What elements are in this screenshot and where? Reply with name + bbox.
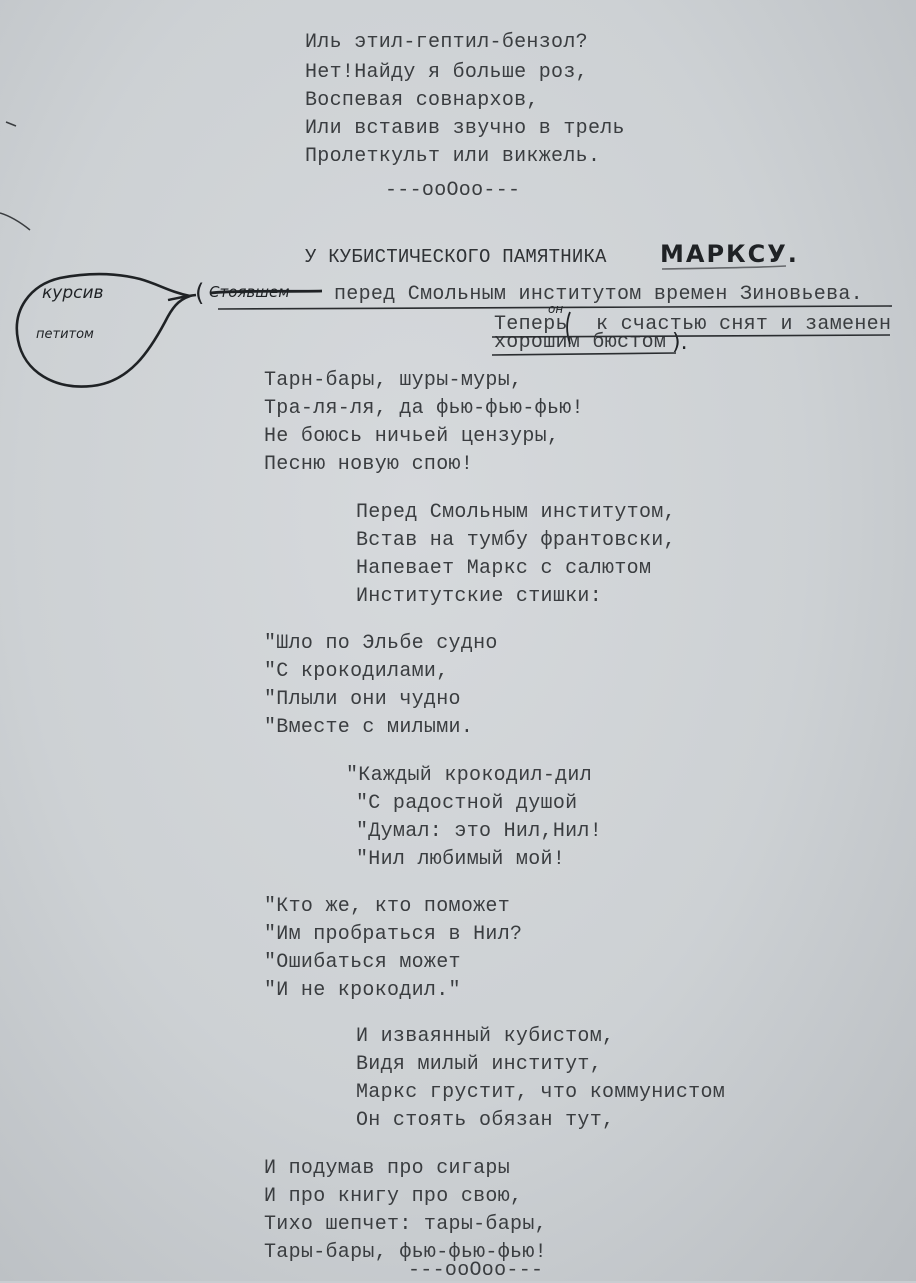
- verse-line: Институтские стишки:: [356, 585, 603, 608]
- underline-note-3: [492, 353, 676, 355]
- verse-line: "Нил любимый мой!: [356, 848, 566, 871]
- strike-through: [210, 291, 322, 293]
- separator: ---ооОоо---: [385, 179, 521, 202]
- verse-line: Не боюсь ничьей цензуры,: [264, 425, 560, 448]
- verse-line: "С крокодилами,: [264, 660, 449, 683]
- insertion-mark: [567, 312, 570, 344]
- verse-line: "Кто же, кто поможет: [264, 895, 511, 918]
- poem-title-handwritten: МАРКСУ.: [660, 240, 799, 268]
- margin-note-word-1: курсив: [42, 283, 104, 303]
- note-line-2-start: Теперь: [494, 313, 568, 336]
- poem-title: У КУБИСТИЧЕСКОГО ПАМЯТНИКА: [305, 246, 607, 268]
- verse-line: Тихо шепчет: тары-бары,: [264, 1213, 547, 1236]
- verse-line: И про книгу про свою,: [264, 1185, 523, 1208]
- verse-line: Маркс грустит, что коммунистом: [356, 1081, 726, 1104]
- verse-line: "Шло по Эльбе судно: [264, 632, 498, 655]
- verse-line: И подумав про сигары: [264, 1157, 511, 1180]
- separator-bottom: ---ооОоо---: [408, 1259, 544, 1282]
- verse-line: "Ошибаться может: [264, 951, 461, 974]
- verse-line: И изваянный кубистом,: [356, 1025, 615, 1048]
- verse-line: "Каждый крокодил-дил: [346, 764, 593, 787]
- note-struck-word: Стоявшем: [209, 283, 290, 301]
- verse-line: Или вставив звучно в трель: [305, 117, 625, 140]
- note-line-3: хорошим бюстом: [494, 331, 667, 354]
- note-close-paren: ).: [672, 330, 688, 355]
- title-hand-underline: [662, 266, 786, 269]
- verse-line: Песню новую спою!: [264, 453, 474, 476]
- verse-line: Перед Смольным институтом,: [356, 501, 676, 524]
- verse-line: "Плыли они чудно: [264, 688, 461, 711]
- underline-note-1: [218, 306, 892, 309]
- verse-line: Воспевая совнархов,: [305, 89, 539, 112]
- verse-line: Видя милый институт,: [356, 1053, 603, 1076]
- verse-line: Нет!Найду я больше роз,: [305, 61, 588, 84]
- margin-note-word-2: петитом: [36, 327, 94, 342]
- verse-line: Встав на тумбу франтовски,: [356, 529, 676, 552]
- verse-line: "Им пробраться в Нил?: [264, 923, 523, 946]
- note-line-1: перед Смольным институтом времен Зиновьева.: [334, 283, 863, 306]
- verse-line: "И не крокодил.": [264, 979, 461, 1002]
- verse-line: "Вместе с милыми.: [264, 716, 474, 739]
- verse-line: Иль этил-гептил-бензол?: [305, 31, 588, 54]
- verse-line: Тары-бары, фью-фью-фью!: [264, 1241, 547, 1264]
- verse-line: Он стоять обязан тут,: [356, 1109, 615, 1132]
- note-inserted-word: он: [548, 302, 564, 316]
- note-open-paren: (: [195, 279, 205, 307]
- verse-line: "С радостной душой: [356, 792, 578, 815]
- underline-note-2: [492, 335, 890, 337]
- verse-line: Тарн-бары, шуры-муры,: [264, 369, 523, 392]
- verse-line: "Думал: это Нил,Нил!: [356, 820, 603, 843]
- edge-mark: [6, 122, 16, 126]
- note-line-2-rest: к счастью снят и заменен: [596, 313, 892, 336]
- verse-line: Тра-ля-ля, да фью-фью-фью!: [264, 397, 584, 420]
- verse-line: Пролеткульт или викжель.: [305, 145, 601, 168]
- edge-mark: [0, 213, 30, 230]
- verse-line: Напевает Маркс с салютом: [356, 557, 652, 580]
- margin-balloon-outline: [17, 274, 190, 387]
